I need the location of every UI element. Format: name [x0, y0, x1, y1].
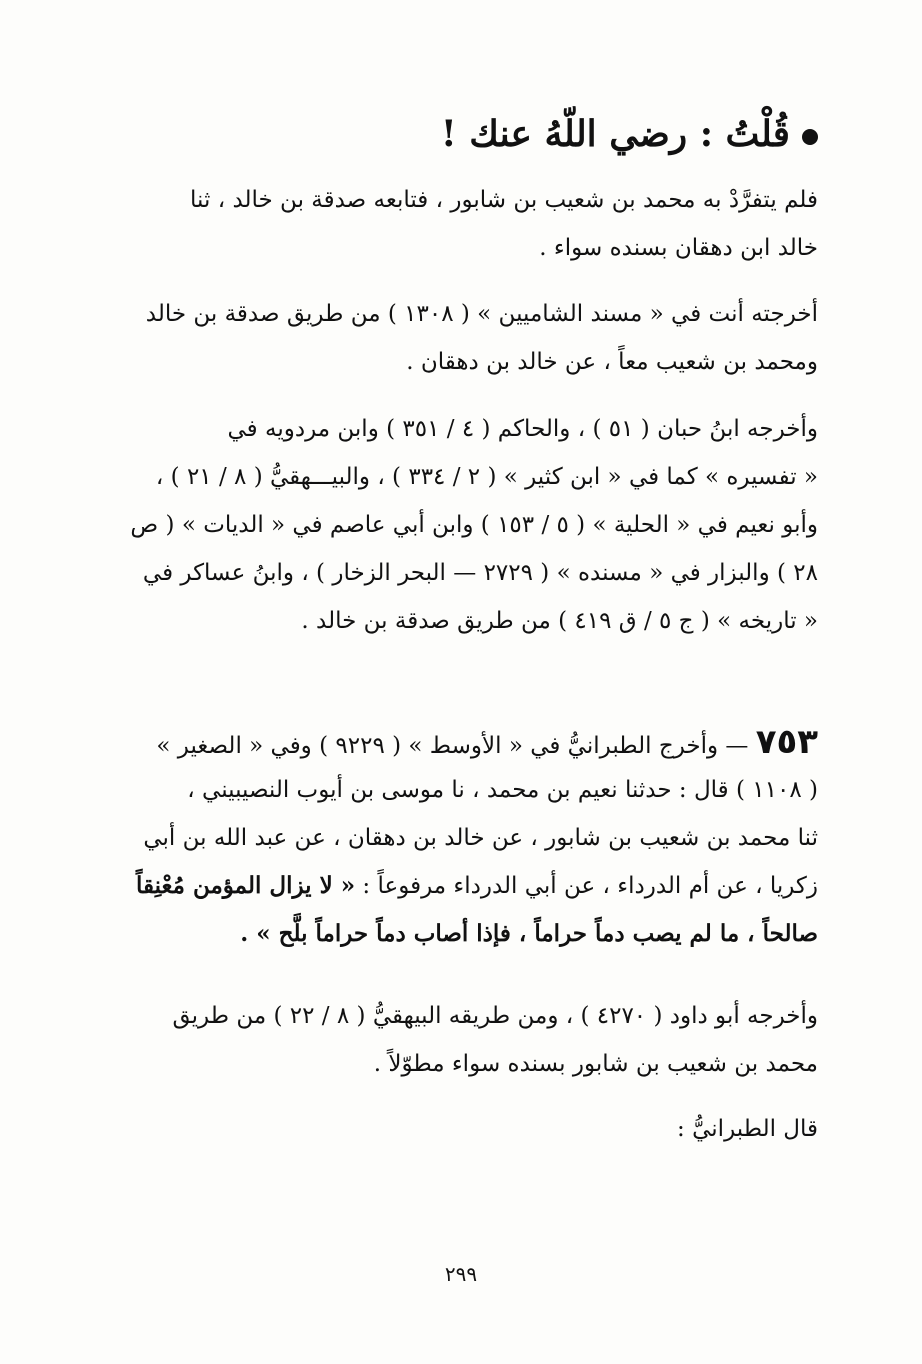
bullet-icon	[802, 129, 818, 145]
paragraph-2	[100, 290, 818, 386]
text-line: أخرجته أنت في « مسند الشاميين » ( ١٣٠٨ ) من طريق صدقة بن خالد	[145, 301, 818, 327]
text-line: خالد ابن دهقان بسنده سواء .	[539, 235, 818, 261]
text-line: ومحمد بن شعيب معاً ، عن خالد بن دهقان .	[406, 349, 818, 375]
hadith-line	[100, 862, 818, 910]
hadith-intro: زكريا ، عن أم الدرداء ، عن أبي الدرداء مرفوعاً :	[355, 873, 818, 899]
text-line: وأخرجه أبو داود ( ٤٢٧٠ ) ، ومن طريقه البيهقيُّ ( ٨ / ٢٢ ) من طريق	[172, 1003, 818, 1029]
hadith-text-end: صالحاً ، ما لم يصب دماً حراماً ، فإذا أصاب دماً حراماً بلَّح » .	[240, 920, 818, 947]
text-line: « تفسيره » كما في « ابن كثير » ( ٢ / ٣٣٤ ) ، والبيـــهقيُّ ( ٨ / ٢١ ) ،	[155, 464, 818, 490]
entry-first-text: — وأخرج الطبرانيُّ في « الأوسط » ( ٩٢٢٩ ) وفي « الصغير »	[156, 733, 749, 759]
text-line: « تاريخه » ( ج ٥ / ق ٤١٩ ) من طريق صدقة بن خالد .	[301, 608, 818, 634]
text-line: قال الطبرانيُّ :	[677, 1116, 818, 1142]
paragraph-4	[100, 992, 818, 1088]
paragraph-1	[100, 176, 818, 272]
text-line: فلم يتفرَّدْ به محمد بن شعيب بن شابور ، فتابعه صدقة بن خالد ، ثنا	[190, 187, 818, 213]
hadith-text-start: « لا يزال المؤمن مُعْنِقاً	[135, 872, 356, 899]
entry-753	[100, 718, 818, 958]
paragraph-5	[100, 1105, 818, 1153]
text-line: وأخرجه ابنُ حبان ( ٥١ ) ، والحاكم ( ٤ / ٣٥١ ) وابن مردويه في	[227, 416, 818, 442]
page-number: ٢٩٩	[444, 1262, 478, 1286]
text-line: ثنا محمد بن شعيب بن شابور ، عن خالد بن دهقان ، عن عبد الله بن أبي	[143, 825, 818, 851]
paragraph-3	[100, 405, 818, 645]
section-heading	[441, 104, 818, 164]
text-line: ٢٨ ) والبزار في « مسنده » ( ٢٧٢٩ — البحر الزخار ) ، وابنُ عساكر في	[142, 560, 818, 586]
heading-text: قُلْتُ : رضي اللّهُ عنك !	[440, 113, 790, 155]
text-line: محمد بن شعيب بن شابور بسنده سواء مطوّلاً .	[373, 1051, 818, 1077]
entry-number: ٧٥٣	[755, 722, 818, 762]
text-line: وأبو نعيم في « الحلية » ( ٥ / ١٥٣ ) وابن أبي عاصم في « الديات » ( ص	[130, 512, 818, 538]
text-line: ( ١١٠٨ ) قال : حدثنا نعيم بن محمد ، نا موسى بن أيوب النصيبيني ،	[187, 777, 818, 803]
entry-first-line	[100, 718, 818, 766]
